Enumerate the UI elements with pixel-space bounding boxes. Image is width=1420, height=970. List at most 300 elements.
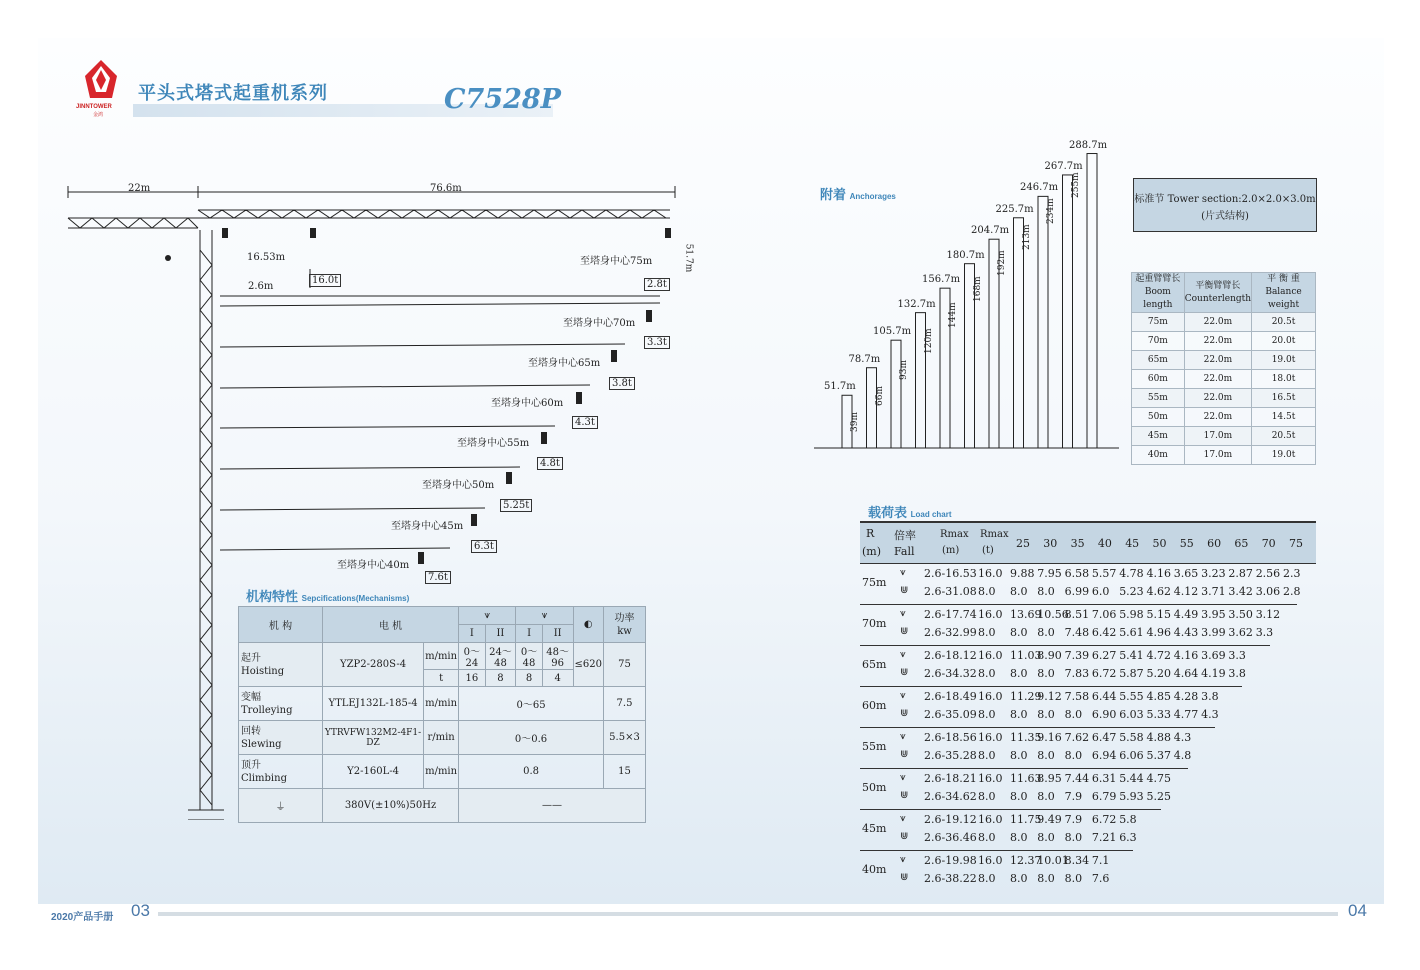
balance-weight-table <box>1131 272 1316 465</box>
load-value: 3.8 <box>1228 667 1246 680</box>
anchorages-title-en: Anchorages <box>849 192 896 201</box>
table-cell: 17.0m <box>1184 446 1251 465</box>
load-value: 8.0 <box>1010 708 1028 721</box>
load-value: 8.0 <box>1064 872 1083 885</box>
specifications-table <box>238 606 646 823</box>
anchorage-bar <box>1014 218 1024 448</box>
load-value: 8.95 <box>1037 772 1062 785</box>
load-value: 5.15 <box>1146 608 1171 621</box>
fall-icon: ⋓ <box>900 667 909 678</box>
range-cell: 2.6-17.74 <box>924 608 977 621</box>
table-row <box>1132 408 1316 427</box>
dim-2-6: 2.6m <box>248 281 274 292</box>
hoisting-motor: YZP2-280S-4 <box>323 643 424 687</box>
rmax-cell: 16.0 <box>978 813 1003 826</box>
table-cell: 22.0m <box>1184 389 1251 408</box>
cell: 0～24 <box>459 643 486 670</box>
load-value: 3.50 <box>1228 608 1253 621</box>
load-value: 4.78 <box>1119 567 1144 580</box>
load-value: 6.79 <box>1091 790 1117 803</box>
h-r: R <box>866 527 875 540</box>
load-row <box>860 645 1270 685</box>
col-header: 70 <box>1261 537 1276 550</box>
rmax-cell: 16.0 <box>978 772 1003 785</box>
jib-load-70: 3.3t <box>644 336 670 349</box>
fall-icon: ⩛ <box>900 649 906 660</box>
fall-icon: ⩛ <box>900 772 906 783</box>
jib-load-75: 2.8t <box>644 278 670 291</box>
load-value: 8.0 <box>1037 790 1055 803</box>
h-fall1: 倍率 <box>894 529 916 542</box>
load-value: 8.34 <box>1064 854 1090 867</box>
load-value: 3.62 <box>1228 626 1253 639</box>
load-value: 6.42 <box>1091 626 1117 639</box>
table-cell: 20.0t <box>1252 332 1316 351</box>
fall-icon: ⩛ <box>900 731 906 742</box>
load-value: 7.9 <box>1064 813 1083 826</box>
load-value: 2.8 <box>1283 585 1301 598</box>
load-value: 8.0 <box>1037 872 1055 885</box>
load-value: 3.99 <box>1201 626 1226 639</box>
dim-height: 51.7m <box>683 243 694 273</box>
load-value: 11.63 <box>1010 772 1042 785</box>
th-hook1 <box>459 607 516 625</box>
jib-label-55: 至塔身中心55m <box>457 438 530 449</box>
cell: 16 <box>459 670 486 687</box>
load-value: 6.27 <box>1091 649 1117 662</box>
model-title: C7528P <box>444 84 561 115</box>
fall-icon: ⋓ <box>900 708 909 719</box>
range-cell: 2.6-35.28 <box>924 749 977 762</box>
col-header: 40 <box>1097 537 1112 550</box>
load-value: 3.42 <box>1228 585 1253 598</box>
load-value: 6.47 <box>1091 731 1117 744</box>
th-i: I <box>459 625 486 643</box>
anchorage-bar <box>1038 196 1048 448</box>
hoisting-kw: 75 <box>604 643 646 687</box>
load-value: 6.72 <box>1091 813 1117 826</box>
load-value: 10.56 <box>1037 608 1069 621</box>
tower-section-line2: (片式结构) <box>1201 211 1249 222</box>
load-value: 5.55 <box>1119 690 1144 703</box>
radius-label: 50m <box>862 781 887 794</box>
load-row <box>860 604 1297 644</box>
load-value: 4.77 <box>1173 708 1199 721</box>
dim-16-53: 16.53m <box>247 252 286 263</box>
rmax-cell: 8.0 <box>978 626 996 639</box>
load-value: 7.95 <box>1037 567 1062 580</box>
load-value: 2.87 <box>1228 567 1253 580</box>
fall-icon: ⩛ <box>900 854 906 865</box>
power-value: —— <box>459 789 646 823</box>
load-value: 2.56 <box>1255 567 1281 580</box>
th-mech: 机 构 <box>239 607 323 643</box>
load-value: 3.8 <box>1201 690 1219 703</box>
load-row <box>860 727 1215 767</box>
load-value: 6.03 <box>1119 708 1144 721</box>
rmax-cell: 8.0 <box>978 831 996 844</box>
load-value: 7.06 <box>1091 608 1117 621</box>
anchorage-height-label: 267.7m <box>1044 160 1083 172</box>
dim-counter-jib: 22m <box>128 183 151 194</box>
anchorage-height-label: 204.7m <box>971 225 1010 237</box>
radius-label: 60m <box>862 699 887 712</box>
table-cell: 18.0t <box>1252 370 1316 389</box>
load-value: 8.0 <box>1010 872 1028 885</box>
load-value: 11.29 <box>1010 690 1042 703</box>
table-cell: 75m <box>1132 313 1185 332</box>
rmax-cell: 16.0 <box>978 567 1003 580</box>
anchorage-height-label: 78.7m <box>848 353 881 365</box>
table-cell: 22.0m <box>1184 351 1251 370</box>
page-number-right: 04 <box>1348 901 1367 920</box>
cell: 8 <box>485 670 516 687</box>
jib-load-50: 5.25t <box>500 499 532 512</box>
load-value: 6.99 <box>1064 585 1090 598</box>
cell: 4 <box>542 670 573 687</box>
rmax-cell: 16.0 <box>978 649 1003 662</box>
th-weight: 平 衡 重 Balance weight <box>1252 273 1316 313</box>
jib-label-60: 至塔身中心60m <box>491 398 564 409</box>
anchor-point-label: 255m <box>1070 172 1081 198</box>
cell: 24～48 <box>485 643 516 670</box>
load-value: 4.12 <box>1173 585 1199 598</box>
load-value: 4.16 <box>1173 649 1199 662</box>
col-header: 60 <box>1207 537 1222 550</box>
th-motor: 电 机 <box>323 607 459 643</box>
table-row <box>1132 370 1316 389</box>
table-cell: 40m <box>1132 446 1185 465</box>
anchorage-bar <box>1063 175 1073 448</box>
jinntower-logo-icon <box>82 58 120 104</box>
table-cell: 19.0t <box>1252 351 1316 370</box>
hoisting-label: 起升 Hoisting <box>239 643 323 687</box>
anchor-point-label: 120m <box>923 328 934 354</box>
table-cell: 70m <box>1132 332 1185 351</box>
anchor-point-label: 192m <box>997 250 1007 276</box>
load-value: 11.75 <box>1010 813 1042 826</box>
jib-label-50: 至塔身中心50m <box>422 480 495 491</box>
col-header: 75 <box>1289 537 1303 550</box>
jib-label-65: 至塔身中心65m <box>528 358 601 369</box>
load-value: 7.83 <box>1064 667 1090 680</box>
dim-jib: 76.6m <box>430 183 462 194</box>
load-chart-title-en: Load chart <box>910 510 952 519</box>
load-value: 8.0 <box>1064 831 1083 844</box>
load-value: 5.41 <box>1119 649 1144 662</box>
load-value: 4.3 <box>1201 708 1219 721</box>
load-chart-title <box>868 502 952 521</box>
load-row <box>860 563 1316 603</box>
jib-label-45: 至塔身中心45m <box>391 521 464 532</box>
anchorages-title-cn: 附着 <box>820 187 847 202</box>
h-rmax2: Rmax <box>980 529 1009 540</box>
anchor-point-label: 66m <box>874 386 885 406</box>
th-hook2 <box>516 607 573 625</box>
anchor-point-label: 213m <box>1021 224 1032 250</box>
trolleying-motor: YTLEJ132L-185-4 <box>323 687 424 721</box>
range-cell: 2.6-16.53 <box>924 567 977 580</box>
load-value: 11.03 <box>1010 649 1042 662</box>
load-value: 9.12 <box>1037 690 1062 703</box>
logo-subtext: 金鸿 <box>93 112 104 118</box>
table-cell: 17.0m <box>1184 427 1251 446</box>
fall-icon: ⋓ <box>900 585 909 596</box>
col-header: 50 <box>1152 537 1167 550</box>
load-value: 9.16 <box>1037 731 1062 744</box>
load-value: 8.0 <box>1010 831 1028 844</box>
trolleying-kw: 7.5 <box>604 687 646 721</box>
load-value: 7.39 <box>1064 649 1090 662</box>
load-value: 4.28 <box>1173 690 1199 703</box>
load-value: 8.0 <box>1037 585 1055 598</box>
table-row <box>1132 332 1316 351</box>
load-value: 8.0 <box>1037 667 1055 680</box>
tower-section-box <box>1133 178 1317 232</box>
range-cell: 2.6-32.99 <box>924 626 977 639</box>
load-value: 8.0 <box>1037 831 1055 844</box>
table-row <box>1132 313 1316 332</box>
table-row <box>1132 351 1316 370</box>
cell: 8 <box>516 670 543 687</box>
h-rmax2b: (t) <box>982 545 994 556</box>
anchor-point-label: 168m <box>972 276 983 302</box>
logo-text: JINNTOWER <box>76 104 112 110</box>
anchor-point-label: 39m <box>850 412 860 432</box>
load-value: 6.94 <box>1091 749 1117 762</box>
load-value: 7.48 <box>1064 626 1090 639</box>
load-value: 6.90 <box>1091 708 1117 721</box>
load-value: 5.25 <box>1146 790 1171 803</box>
radius-label: 70m <box>862 617 887 630</box>
rmax-cell: 16.0 <box>978 690 1003 703</box>
load-value: 13.69 <box>1010 608 1042 621</box>
load-value: 4.85 <box>1146 690 1171 703</box>
footer-bar <box>158 912 1338 916</box>
load-value: 4.62 <box>1146 585 1171 598</box>
jib-load-60: 4.3t <box>572 416 598 429</box>
table-cell: 50m <box>1132 408 1185 427</box>
table-row <box>1132 389 1316 408</box>
load-value: 4.16 <box>1146 567 1171 580</box>
table-cell: 65m <box>1132 351 1185 370</box>
load-value: 8.51 <box>1064 608 1090 621</box>
table-cell: 20.5t <box>1252 313 1316 332</box>
anchorage-bar <box>891 340 901 448</box>
load-value: 7.21 <box>1091 831 1117 844</box>
load-value: 7.6 <box>1091 872 1110 885</box>
h-rm: (m) <box>862 545 882 558</box>
load-value: 3.06 <box>1255 585 1281 598</box>
load-value: 5.20 <box>1146 667 1171 680</box>
load-value: 5.98 <box>1119 608 1144 621</box>
load-value: 5.8 <box>1119 813 1137 826</box>
load-value: 3.71 <box>1201 585 1226 598</box>
jib-label-75: 至塔身中心75m <box>580 256 653 267</box>
load-value: 5.93 <box>1119 790 1144 803</box>
tower-section-line1: 标准节 Tower section:2.0×2.0×3.0m <box>1134 194 1316 205</box>
footer-brochure: 2020产品手册 <box>51 912 114 923</box>
rope-drum-icon: ◐ <box>583 619 593 630</box>
load-value: 4.64 <box>1173 667 1199 680</box>
load-value: 5.33 <box>1146 708 1171 721</box>
rmax-cell: 16.0 <box>978 608 1003 621</box>
load-value: 4.3 <box>1173 731 1192 744</box>
table-cell: 22.0m <box>1184 313 1251 332</box>
radius-label: 45m <box>862 822 887 835</box>
load-value: 6.44 <box>1091 690 1117 703</box>
col-header: 55 <box>1179 537 1194 550</box>
load-value: 8.0 <box>1064 749 1083 762</box>
load-value: 4.43 <box>1173 626 1199 639</box>
trolleying-speed: 0～65 <box>459 687 604 721</box>
load-value: 3.23 <box>1201 567 1226 580</box>
table-cell: 14.5t <box>1252 408 1316 427</box>
cell: 48～96 <box>542 643 573 670</box>
load-value: 3.65 <box>1173 567 1199 580</box>
hook-icon: ⩛ <box>541 610 548 621</box>
range-cell: 2.6-34.32 <box>924 667 977 680</box>
table-cell: 22.0m <box>1184 332 1251 351</box>
load-value: 3.3 <box>1228 649 1246 662</box>
load-value: 9.88 <box>1010 567 1035 580</box>
radius-label: 75m <box>862 576 887 589</box>
table-cell: 20.5t <box>1252 427 1316 446</box>
load-value: 6.06 <box>1119 749 1144 762</box>
load-value: 9.49 <box>1037 813 1062 826</box>
anchorage-height-label: 225.7m <box>995 203 1034 215</box>
climbing-motor: Y2-160L-4 <box>323 755 424 789</box>
load-value: 3.12 <box>1255 608 1281 621</box>
col-header: 35 <box>1070 537 1085 550</box>
jib-load-55: 4.8t <box>537 457 563 470</box>
table-row <box>1132 446 1316 465</box>
trolleying-label: 变幅 Trolleying <box>239 687 323 721</box>
range-cell: 2.6-19.98 <box>924 854 977 867</box>
table-row <box>1132 427 1316 446</box>
col-header: 65 <box>1234 537 1249 550</box>
th-boom: 起重臂臂长 Boom length <box>1132 273 1185 313</box>
table-cell: 22.0m <box>1184 370 1251 389</box>
anchorage-height-label: 288.7m <box>1069 139 1108 151</box>
load-value: 8.0 <box>1010 749 1028 762</box>
fall-icon: ⋓ <box>900 790 909 801</box>
climbing-speed: 0.8 <box>459 755 604 789</box>
range-cell: 2.6-18.21 <box>924 772 977 785</box>
jib-load-40: 7.6t <box>425 571 451 584</box>
load-row <box>860 686 1242 726</box>
load-value: 5.57 <box>1091 567 1117 580</box>
power-supply: 380V(±10%)50Hz <box>323 789 459 823</box>
radius-label: 40m <box>862 863 887 876</box>
load-value: 4.49 <box>1173 608 1199 621</box>
h-rmax1b: (m) <box>942 545 960 556</box>
range-cell: 2.6-38.22 <box>924 872 977 885</box>
slewing-kw: 5.5×3 <box>604 721 646 755</box>
hoisting-rope: ≤620 <box>573 643 604 687</box>
anchorage-bar <box>1087 154 1097 448</box>
anchorage-height-label: 156.7m <box>922 274 961 286</box>
slewing-unit: r/min <box>424 721 459 755</box>
rmax-cell: 8.0 <box>978 872 996 885</box>
h-fall2: Fall <box>894 545 915 558</box>
anchorage-height-label: 246.7m <box>1020 182 1059 194</box>
page-number-left: 03 <box>131 901 150 920</box>
range-cell: 2.6-31.08 <box>924 585 977 598</box>
load-value: 8.90 <box>1037 649 1062 662</box>
col-header: 45 <box>1125 537 1140 550</box>
load-value: 8.0 <box>1037 626 1055 639</box>
anchorage-height-label: 105.7m <box>873 326 912 338</box>
load-value: 7.1 <box>1091 854 1110 867</box>
load-value: 11.35 <box>1010 731 1042 744</box>
load-value: 8.0 <box>1010 667 1028 680</box>
fall-icon: ⋓ <box>900 749 909 760</box>
load-value: 7.58 <box>1064 690 1090 703</box>
load-value: 6.0 <box>1091 585 1110 598</box>
range-cell: 2.6-18.49 <box>924 690 977 703</box>
range-cell: 2.6-18.12 <box>924 649 977 662</box>
hook-icon: ⩛ <box>484 610 490 621</box>
rmax-cell: 16.0 <box>978 731 1003 744</box>
range-cell: 2.6-34.62 <box>924 790 977 803</box>
load-value: 3.3 <box>1255 626 1274 639</box>
slewing-speed: 0～0.6 <box>459 721 604 755</box>
load-row <box>860 768 1188 808</box>
load-value: 8.0 <box>1064 708 1083 721</box>
th-rope <box>573 607 604 643</box>
rmax-cell: 8.0 <box>978 708 996 721</box>
load-value: 6.31 <box>1091 772 1117 785</box>
table-cell: 45m <box>1132 427 1185 446</box>
jib-label-40: 至塔身中心40m <box>337 560 410 571</box>
specs-title <box>246 586 409 605</box>
table-cell: 60m <box>1132 370 1185 389</box>
load-value: 4.75 <box>1146 772 1171 785</box>
load-value: 4.19 <box>1201 667 1226 680</box>
th-i: I <box>516 625 543 643</box>
radius-label: 65m <box>862 658 887 671</box>
load-value: 8.0 <box>1010 585 1028 598</box>
cell: 0～48 <box>516 643 543 670</box>
load-value: 2.3 <box>1283 567 1301 580</box>
th-ii: II <box>485 625 516 643</box>
load-value: 8.0 <box>1010 626 1028 639</box>
th-power: 功率 kw <box>604 607 646 643</box>
hoisting-unit1: m/min <box>424 643 459 670</box>
load-value: 6.72 <box>1091 667 1117 680</box>
load-value: 6.58 <box>1064 567 1090 580</box>
jib-label-70: 至塔身中心70m <box>563 318 636 329</box>
load-row <box>860 809 1161 849</box>
power-plug-icon: ⏚ <box>239 789 323 823</box>
radius-label: 55m <box>862 740 887 753</box>
rmax-cell: 8.0 <box>978 749 996 762</box>
fall-icon: ⩛ <box>900 813 906 824</box>
load-value: 6.3 <box>1119 831 1137 844</box>
table-cell: 55m <box>1132 389 1185 408</box>
rmax-cell: 16.0 <box>978 854 1003 867</box>
anchorage-height-label: 51.7m <box>824 381 856 393</box>
slewing-label: 回转 Slewing <box>239 721 323 755</box>
th-ii: II <box>542 625 573 643</box>
load-value: 5.61 <box>1119 626 1144 639</box>
fall-icon: ⋓ <box>900 626 909 637</box>
jib-load-65: 3.8t <box>609 377 635 390</box>
anchorage-height-label: 132.7m <box>897 298 936 310</box>
range-cell: 2.6-36.46 <box>924 831 977 844</box>
load-value: 5.87 <box>1119 667 1144 680</box>
